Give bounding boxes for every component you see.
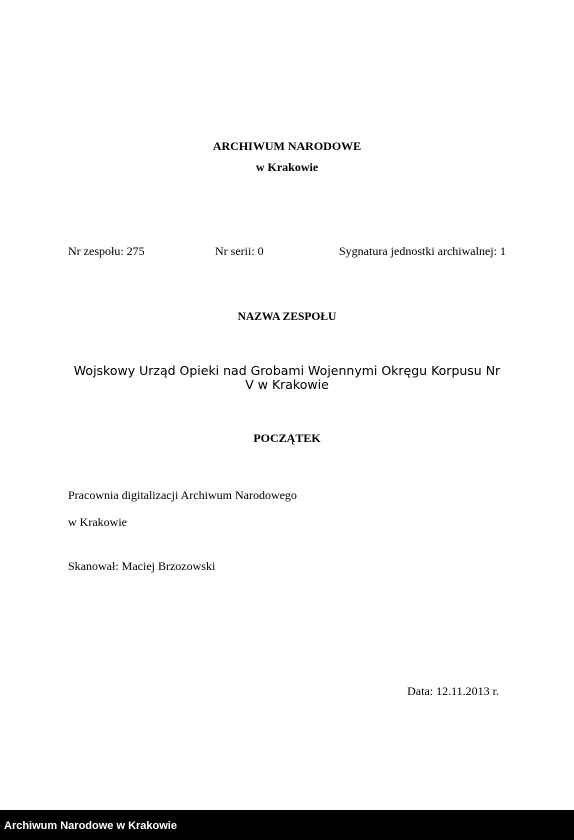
footer-bar xyxy=(0,810,574,840)
footer-text: Archiwum Narodowe w Krakowie xyxy=(4,820,177,832)
digitization-lab-line2: w Krakowie xyxy=(68,515,127,529)
digitization-lab-line1: Pracownia digitalizacji Archiwum Narodowego xyxy=(68,488,297,502)
fonds-heading: NAZWA ZESPOŁU xyxy=(237,311,337,323)
archive-name: ARCHIWUM NARODOWE xyxy=(212,139,362,153)
unit-signature: Sygnatura jednostki archiwalnej: 1 xyxy=(339,244,506,258)
scanned-by: Skanował: Maciej Brzozowski xyxy=(68,559,216,573)
fonds-name: Wojskowy Urząd Opieki nad Grobami Wojennymi Okręgu Korpusu Nr V w Krakowie xyxy=(73,363,501,392)
series-number: Nr serii: 0 xyxy=(215,244,264,258)
scan-date: Data: 12.11.2013 r. xyxy=(407,684,499,698)
archive-city: w Krakowie xyxy=(255,160,319,174)
fonds-number: Nr zespołu: 275 xyxy=(68,244,145,258)
beginning-heading: POCZĄTEK xyxy=(253,431,321,445)
